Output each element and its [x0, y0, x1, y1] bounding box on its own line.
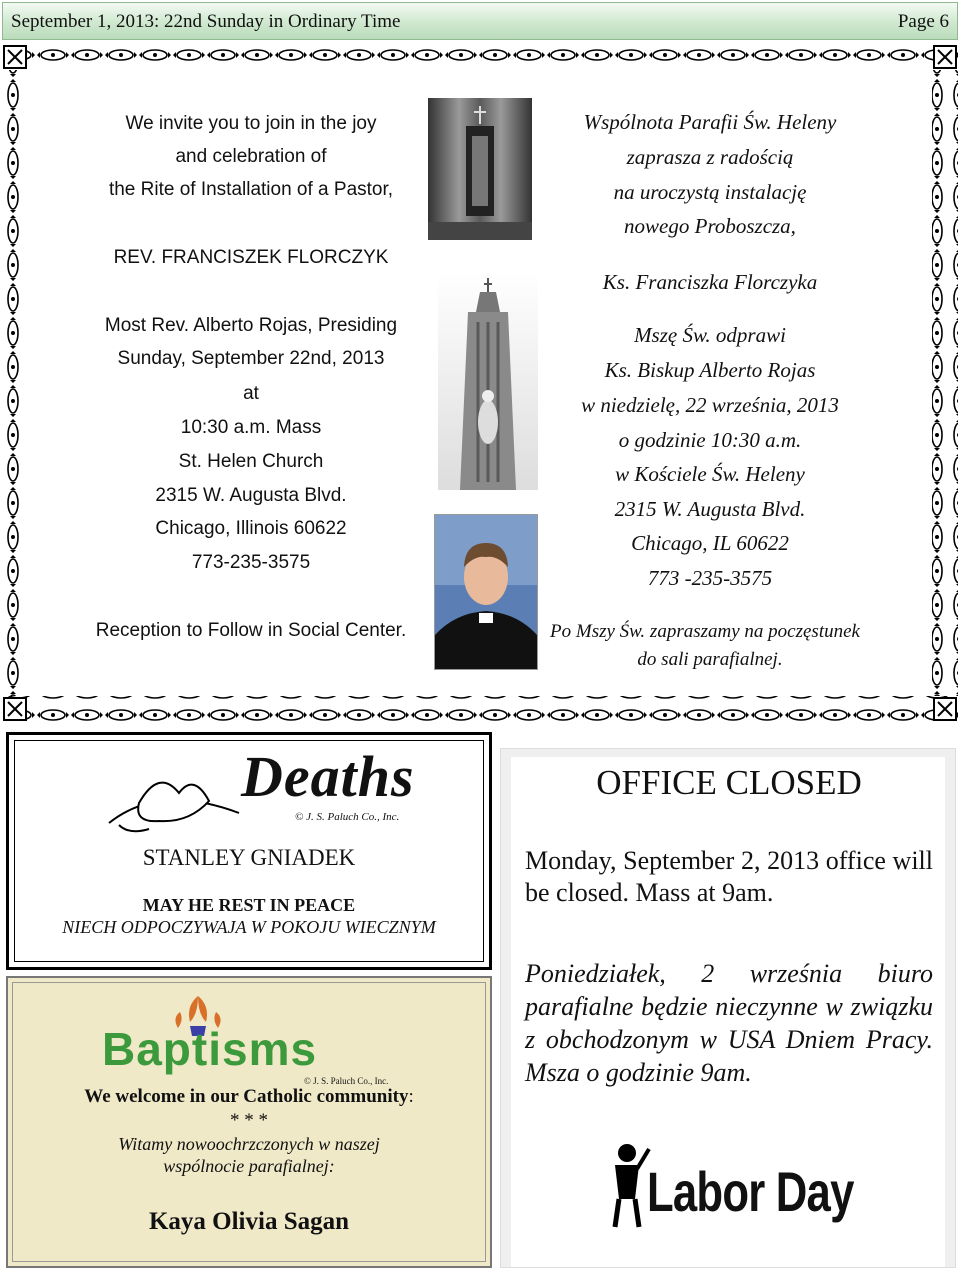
church-name: St. Helen Church	[178, 451, 324, 472]
pl-reception-1: Po Mszy Św. zapraszamy na poczęstunek	[550, 621, 860, 642]
pl-phone: 773 -235-3575	[647, 566, 773, 590]
baptisms-logo-copyright: © J. S. Paluch Co., Inc.	[304, 1076, 389, 1086]
pl-street: 2315 W. Augusta Blvd.	[614, 497, 806, 521]
office-closed-box	[500, 748, 956, 1268]
pastor-image	[435, 515, 537, 669]
lily-icon	[99, 763, 249, 843]
pl-invite-line-2: zaprasza z radością	[626, 145, 794, 169]
welcome-english-colon: :	[408, 1086, 414, 1107]
welcome-english	[8, 1086, 490, 1108]
office-closed-title: OFFICE CLOSED	[596, 763, 862, 802]
labor-day-text: Labor Day	[647, 1160, 854, 1223]
welcome-english-bold: We welcome in our Catholic community	[84, 1086, 409, 1107]
pl-pastor-name: Ks. Franciszka Florczyka	[602, 270, 818, 294]
church-tower-image	[438, 272, 538, 490]
pl-invite-line-4: nowego Proboszcza,	[624, 214, 796, 238]
deceased-name: STANLEY GNIADEK	[142, 845, 356, 870]
rip-english: MAY HE REST IN PEACE	[142, 895, 356, 915]
welcome-polish-1: Witamy nowoochrzczonych w naszej	[118, 1134, 380, 1154]
pastor-portrait	[434, 514, 538, 670]
church-street: 2315 W. Augusta Blvd.	[155, 485, 347, 506]
pl-bishop: Ks. Biskup Alberto Rojas	[604, 358, 816, 382]
event-time: 10:30 a.m. Mass	[180, 417, 322, 438]
altar-photo	[428, 98, 532, 240]
church-tower-photo	[438, 272, 538, 490]
deaths-logo-copyright: © J. S. Paluch Co., Inc.	[295, 811, 400, 823]
worker-icon	[605, 1139, 651, 1229]
pl-reception-2: do sali parafialnej.	[637, 649, 783, 670]
deaths-logo-text: Deaths	[241, 744, 415, 809]
stars-divider: * * *	[230, 1110, 268, 1131]
welcome-polish-2: wspólnocie parafialnej:	[163, 1156, 335, 1176]
altar-image	[428, 98, 532, 240]
bulletin-date: September 1, 2013: 22nd Sunday in Ordinary Time	[11, 11, 401, 32]
page-number: Page 6	[897, 11, 949, 32]
event-date: Sunday, September 22nd, 2013	[117, 348, 385, 369]
baptisms-logo-text: Baptisms	[102, 1023, 318, 1075]
reception-note: Reception to Follow in Social Center.	[95, 620, 407, 641]
invite-line-3: the Rite of Installation of a Pastor,	[108, 179, 394, 200]
office-closed-english: Monday, September 2, 2013 office will be closed. Mass at 9am.	[525, 846, 933, 907]
pl-church: w Kościele Św. Heleny	[615, 462, 805, 486]
baptisms-box	[6, 976, 492, 1268]
church-city: Chicago, Illinois 60622	[155, 518, 347, 539]
rip-polish: NIECH ODPOCZYWAJA W POKOJU WIECZNYM	[62, 917, 436, 937]
pl-city: Chicago, IL 60622	[631, 531, 789, 555]
church-phone: 773-235-3575	[191, 552, 311, 573]
baptized-name: Kaya Olivia Sagan	[148, 1208, 350, 1235]
pl-invite-line-3: na uroczystą instalację	[613, 180, 807, 204]
invite-line-2: and celebration of	[175, 146, 327, 167]
presiding: Most Rev. Alberto Rojas, Presiding	[104, 315, 398, 336]
pl-date: w niedzielę, 22 września, 2013	[581, 393, 839, 417]
deaths-box	[6, 732, 492, 970]
page-header	[2, 2, 958, 40]
pl-mass: Mszę Św. odprawi	[634, 323, 786, 347]
office-closed-polish: Poniedziałek, 2 września biuro parafialne będzie nieczynne w związku z obchodzonym w USA Dniem Pracy. Msza o godzinie 9am.	[525, 959, 933, 1087]
pl-invite-line-1: Wspólnota Parafii Św. Heleny	[583, 110, 837, 134]
invite-line-1: We invite you to join in the joy	[125, 113, 377, 134]
event-at: at	[243, 383, 259, 404]
pastor-name: REV. FRANCISZEK FLORCZYK	[113, 247, 389, 268]
pl-time: o godzinie 10:30 a.m.	[618, 428, 802, 452]
